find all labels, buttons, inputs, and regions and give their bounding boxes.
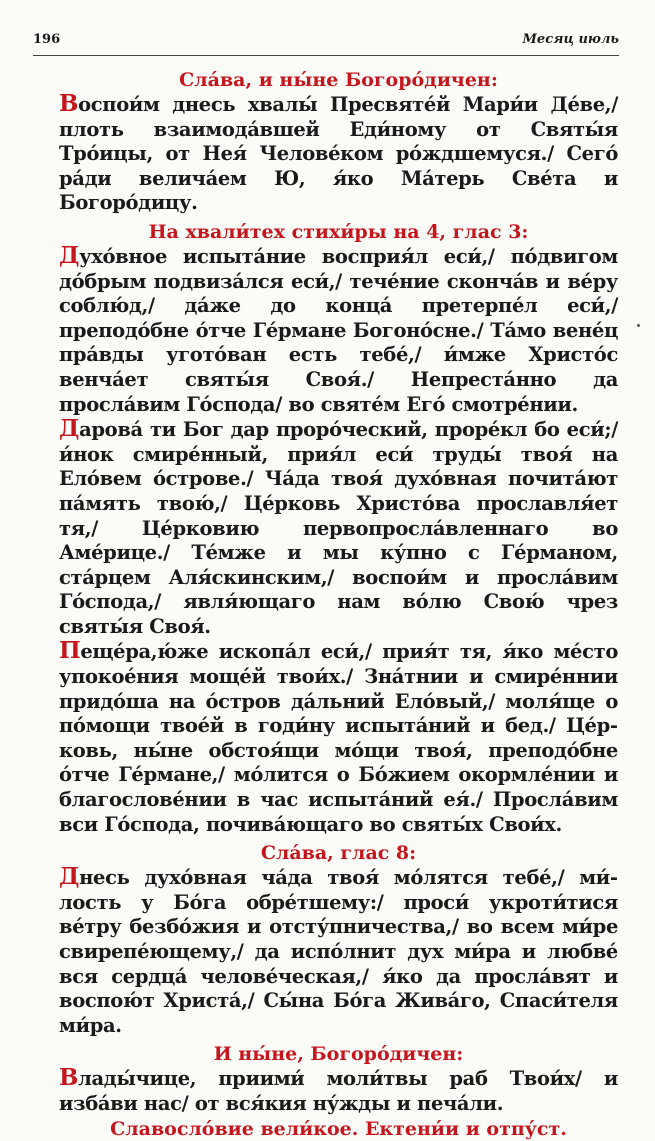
drop-initial: В [59, 1064, 79, 1092]
slava-text [59, 865, 618, 1038]
theotokion-text [59, 1066, 618, 1116]
closing-rubric: Славосло́вие вели́кое. Ектени́и и отпу́ст. [110, 1117, 567, 1140]
drop-initial: В [59, 90, 79, 117]
paragraph-text: лады́чице, приими́ моли́твы раб Твои́х/ и изба́ви нас/ от вся́кия ну́жды и печа́ли. [59, 1067, 618, 1115]
drop-initial: Д [59, 241, 80, 269]
running-title: Месяц июль [522, 32, 619, 47]
section-heading-i-nyne: И ны́не, Богоро́дичен: [213, 1043, 464, 1066]
page-number: 196 [33, 32, 61, 47]
paragraph-text: оспои́м днесь хвалы́ Пресвяте́й Мари́и Де́ве,/ плоть взаимода́вшей Еди́ному от Святы́я Тро́ицы, от Нея́ Челове́ком ро́ждшемуся./ Сего́ ра́ди велича́ем Ю, я́ко Ма́терь Све́та и Богоро́дицу. [59, 93, 618, 215]
paragraph-text: еще́ра,ю́же ископа́л еси́,/ прия́т тя, я́ко ме́сто упокое́ния моще́й твои́х./ Зна́тнии и смире́ннии придо́ша на о́стров да́льний Ело́вый,/ моля́ще о по́мощи твое́й в годи́ну испыта́ний и бед./ Це́рковь, ны́не обстоя́щи мо́щи твоя́, преподо́бне о́тче Ге́рмане,/ мо́лится о Бо́жием окормле́нии и благослове́нии в час испыта́ний ея́./ Просла́вим вси Го́спода, почива́ющаго во святы́х Свои́х. [59, 640, 618, 836]
header-rule [33, 55, 619, 56]
stichera-2 [59, 417, 618, 639]
paragraph-text: арова́ ти Бог дар проро́ческий, проре́кл бо еси́;/ и́нок смире́нный, прия́л еси́ труды́ твоя́ на Ело́вем о́строве./ Ча́да твоя́ духо́вная почита́ют па́мять твою́,/ Це́рковь Христо́ва прославля́ет тя,/ Це́рковию первопросла́вленнаго во Аме́рице./ Те́мже и мы ку́пно с Ге́рманом, ста́рцем Аля́скинским,/ воспои́м и просла́вим Го́спода,/ явля́ющаго нам во́лю Свою́ чрез святы́я Своя́. [59, 418, 618, 638]
running-header [33, 32, 619, 52]
paragraph-text: уxо́вное испыта́ние восприя́л еси́,/ по́двигом до́брым подвиза́лся еси́,/ тече́ние сконча́в и ве́ру соблю́д,/ да́же до конца́ претерпе́л еси́,/ преподо́бне о́тче Ге́рмане Богоно́сне./ Та́мо вене́ц пра́вды угото́ван есть тебе́,/ и́мже Христо́с венча́ет святы́я Своя́./ Непреста́нно да просла́вим Го́спода/ во святе́м Его́ смотре́нии. [59, 244, 618, 416]
margin-speck [637, 324, 640, 327]
page-body [59, 68, 618, 1141]
section-heading-stichera: На хвали́тех стихи́ры на 4, глас 3: [148, 220, 529, 243]
drop-initial: Д [59, 863, 80, 891]
section-heading-slava-glas8: Сла́ва, глас 8: [260, 842, 417, 865]
section-heading-slava-nyne: Сла́ва, и ны́не Богоро́дичен: [179, 69, 498, 91]
bogorodichen-text [59, 92, 618, 216]
drop-initial: П [59, 637, 81, 665]
stichera-3 [59, 639, 618, 837]
paragraph-text: несь духо́вная ча́да твоя́ мо́лятся тебе́,/ ми́лость у Бо́га обре́тшему:/ проси́ укроти́тися ве́тру безбо́жия и отсту́пничества,/ во всем ми́ре свирепе́ющему,/ да испо́лнит дух ми́ра и любве́ вся сердца́ челове́ческая,/ я́ко да просла́вят и воспою́т Христа́,/ Сы́на Бо́га Жива́го, Спаси́теля ми́ра. [59, 866, 618, 1037]
drop-initial: Д [59, 415, 80, 443]
stichera-1 [59, 241, 618, 417]
